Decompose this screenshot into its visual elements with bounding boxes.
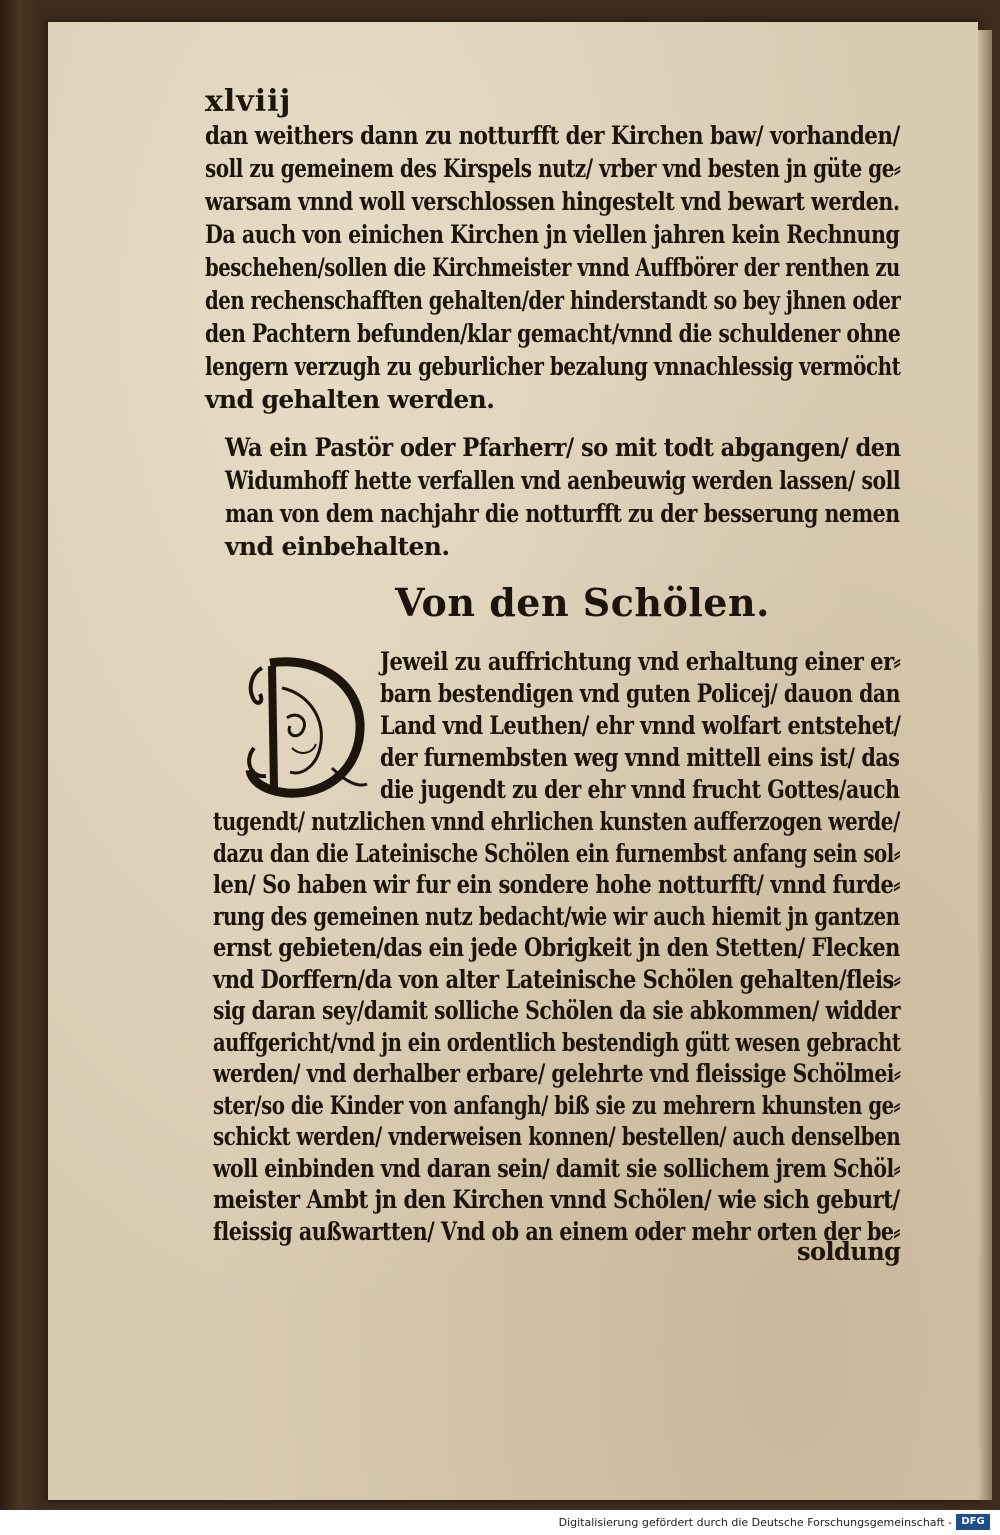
text-line: schickt werden/ vnderweisen konnen/ bestellen/ auch denselben xyxy=(213,1122,901,1151)
text-line: die jugendt zu der ehr vnnd frucht Gottes/auch xyxy=(380,775,900,804)
text-line: Jeweil zu auffrichtung vnd erhaltung einer er⸗ xyxy=(380,647,901,676)
text-line: warsam vnnd woll verschlossen hingestelt vnd bewart werden. xyxy=(205,187,900,216)
text-line: Wa ein Pastör oder Pfarherr/ so mit todt abgangen/ den xyxy=(225,433,901,462)
text-line: woll einbinden vnd daran sein/ damit sie sollichem jrem Schöl⸗ xyxy=(213,1153,901,1183)
text-line: soll zu gemeinem des Kirspels nutz/ vrber vnd besten jn güte ge⸗ xyxy=(205,154,901,183)
text-line: dazu dan die Lateinische Schölen ein furnembst anfang sein sol⸗ xyxy=(213,838,900,868)
page-edge xyxy=(978,30,992,1500)
text-line: ster/so die Kinder von anfangh/ biß sie zu mehrern khunsten ge⸗ xyxy=(213,1090,900,1120)
text-line: Da auch von einichen Kirchen jn viellen jahren kein Rechnung xyxy=(205,220,900,249)
text-line: vnd gehalten werden. xyxy=(205,385,495,414)
text-line: meister Ambt jn den Kirchen vnnd Schölen/ wie sich geburt/ xyxy=(213,1185,900,1214)
text-line: rung des gemeinen nutz bedacht/wie wir auch hiemit jn gantzen xyxy=(213,901,900,931)
section-heading: Von den Schölen. xyxy=(395,580,770,625)
text-line: len/ So haben wir fur ein sondere hohe notturfft/ vnnd furde⸗ xyxy=(213,870,900,899)
text-line: der furnembsten weg vnnd mittell eins ist/ das xyxy=(380,743,900,772)
text-line: werden/ vnd derhalber erbare/ gelehrte vnd fleissige Schölmei⸗ xyxy=(213,1059,901,1088)
text-line: ernst gebieten/das ein jede Obrigkeit jn den Stetten/ Flecken xyxy=(213,933,900,962)
footer-credit: Digitalisierung gefördert durch die Deutsche Forschungsgemeinschaft - xyxy=(558,1516,952,1529)
text-line: Land vnd Leuthen/ ehr vnnd wolfart entstehet/ xyxy=(380,711,901,740)
text-line: man von dem nachjahr die notturfft zu der besserung nemen xyxy=(225,499,900,528)
text-line: fleissig außwartten/ Vnd ob an einem oder mehr orten der be⸗ xyxy=(213,1216,900,1246)
text-line: vnd Dorffern/da von alter Lateinische Schölen gehalten/fleis⸗ xyxy=(213,964,901,994)
text-line: tugendt/ nutzlichen vnnd ehrlichen kunsten aufferzogen werde/ xyxy=(213,807,900,836)
decorated-initial-d xyxy=(232,648,372,803)
folio-number: xlviij xyxy=(205,84,292,119)
text-line: auffgericht/vnd jn ein ordentlich bestendigh gütt wesen gebracht xyxy=(213,1027,901,1057)
text-line: beschehen/sollen die Kirchmeister vnnd Auffbörer der renthen zu xyxy=(205,253,900,282)
text-line: den rechenschafften gehalten/der hinderstandt so bey jhnen oder xyxy=(205,286,901,315)
text-line: Widumhoff hette verfallen vnd aenbeuwig werden lassen/ soll xyxy=(225,466,901,495)
text-line: den Pachtern befunden/klar gemacht/vnnd die schuldener ohne xyxy=(205,319,901,348)
catchword: soldung xyxy=(797,1237,901,1266)
dfg-logo: DFG xyxy=(956,1514,990,1530)
text-line: barn bestendigen vnd guten Policej/ dauon dan xyxy=(380,679,901,708)
text-line: dan weithers dann zu notturfft der Kirchen baw/ vorhanden/ xyxy=(205,121,900,150)
text-line: lengern verzugh zu geburlicher bezalung vnnachlessig vermöcht xyxy=(205,352,901,381)
text-line: sig daran sey/damit solliche Schölen da sie abkommen/ widder xyxy=(213,996,901,1025)
text-line: vnd einbehalten. xyxy=(225,532,450,561)
decorated-initial-d-icon xyxy=(232,648,372,803)
